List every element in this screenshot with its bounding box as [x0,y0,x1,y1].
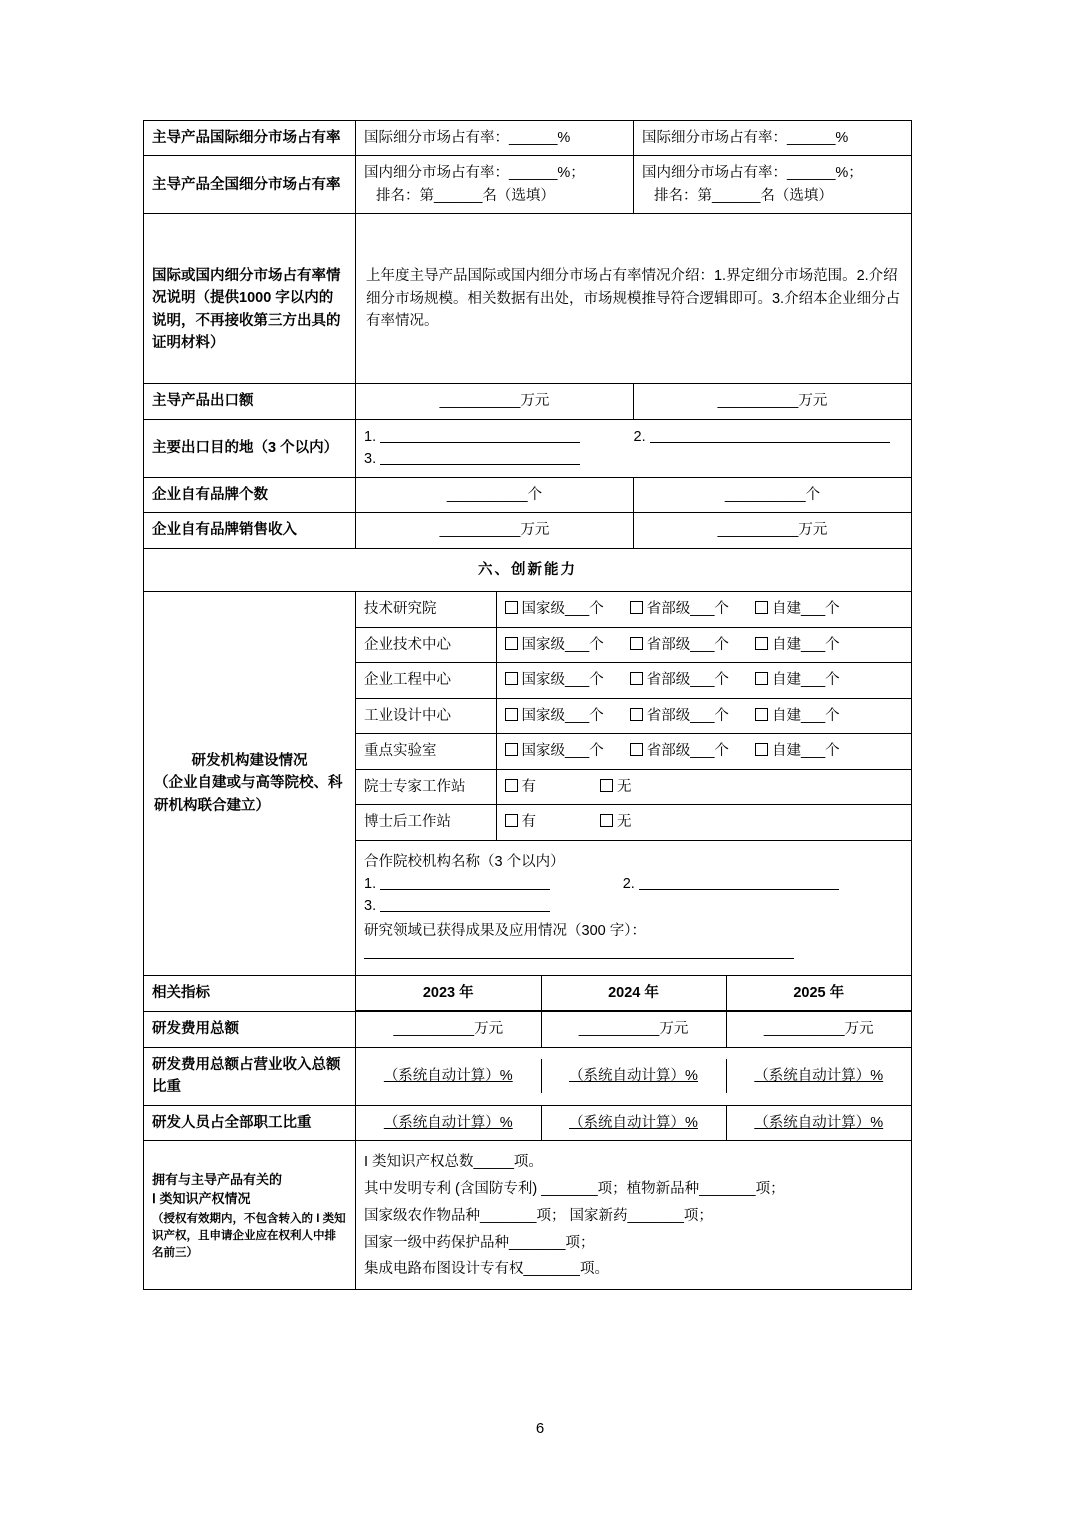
ip-line-0: I 类知识产权总数_____项。 [364,1154,543,1171]
coop-item-1 [364,873,623,895]
row-label-ip-status [144,1141,356,1290]
ip-label-note: （授权有效期内，不包含转入的 I 类知识产权，且申请企业应在权利人中排名前三） [152,1212,346,1260]
ip-details-text[interactable] [356,1141,912,1290]
checkbox-icon[interactable] [755,743,768,756]
coop-item-2 [623,873,903,895]
values-row [356,1012,911,1046]
checkbox-label: 省部级___个 [646,601,729,618]
checkbox-icon[interactable] [505,672,518,685]
rd-org-item-options-4 [496,734,911,769]
year-header-2025: 2025 年 [726,976,911,1011]
checkbox-label: 省部级___个 [646,707,729,724]
achievement-blank-line[interactable] [364,942,903,964]
checkbox-no-6[interactable] [600,814,632,830]
checkbox-national-3[interactable] [505,708,604,724]
values-row [356,1106,911,1140]
checkbox-icon[interactable] [755,637,768,650]
checkbox-label: 有 [521,778,536,795]
checkbox-label: 无 [617,814,632,831]
ip-label-line2: Ⅰ 类知识产权情况 [152,1191,251,1207]
indicators-year-header-table [356,976,911,1011]
coop-blank-2[interactable] [639,874,839,890]
rd-org-item-options-3 [496,698,911,733]
checkbox-national-2[interactable] [505,672,604,688]
checkbox-icon[interactable] [505,779,518,792]
table-row [144,975,912,1011]
checkbox-provincial-0[interactable] [630,601,729,617]
row-label-rd-organization [144,592,356,976]
destination-item-3-num: 3. [364,451,377,468]
page-number: 6 [535,1420,545,1437]
rd-expense-ratio-table [356,1059,911,1093]
rd-org-item-options-5 [496,769,911,804]
checkbox-yes-5[interactable] [505,779,537,795]
checkbox-icon[interactable] [600,814,613,827]
destination-blank-3[interactable] [380,450,580,466]
checkbox-label: 自建___个 [771,636,840,653]
ip-label-line1: 拥有与主导产品有关的 [152,1171,283,1187]
checkbox-label: 省部级___个 [646,672,729,689]
rd-org-row [356,769,911,804]
checkbox-selfbuilt-4[interactable] [755,743,840,759]
ip-line-3: 国家一级中药保护品种_______项； [364,1234,595,1251]
rd-org-item-name-1: 企业技术中心 [356,627,496,662]
destination-item-2-num: 2. [633,428,646,445]
checkbox-selfbuilt-2[interactable] [755,672,840,688]
destination-blank-1[interactable] [380,427,580,443]
row-label-export-destination [144,419,356,477]
rd-expense-total-table [356,1012,911,1046]
domestic-share-col1-line1: 国内细分市场占有率：______%； [364,165,585,182]
domestic-share-value-col1[interactable] [356,156,634,214]
rd-org-item-options-2 [496,663,911,698]
table-row [144,548,912,591]
rd-org-item-name-5: 院士专家工作站 [356,769,496,804]
checkbox-selfbuilt-0[interactable] [755,601,840,617]
rd-org-row [356,663,911,698]
rd-staff-2025[interactable]: （系统自动计算）% [726,1106,911,1140]
rd-ratio-2025[interactable]: （系统自动计算）% [726,1059,911,1093]
brand-count-col1[interactable]: __________个 [356,477,634,512]
table-row [144,592,912,976]
checkbox-label: 国家级___个 [521,707,604,724]
row-label-domestic-share: 主导产品全国细分市场占有率 [144,156,356,214]
indicators-year-header [356,975,912,1011]
table-row [144,1012,912,1047]
destination-item-2 [634,426,904,448]
table-row [144,1047,912,1105]
rd-org-row [356,805,911,840]
row-label-export-amount: 主导产品出口额 [144,384,356,419]
ip-line-4: 集成电路布图设计专有权_______项。 [364,1261,609,1278]
rd-org-coop-row [356,840,911,975]
checkbox-icon[interactable] [630,672,643,685]
table-row [144,156,912,214]
coop-item-3-num: 3. [364,898,377,915]
export-amount-col2[interactable]: __________万元 [634,384,912,419]
checkbox-selfbuilt-1[interactable] [755,637,840,653]
checkbox-icon[interactable] [505,637,518,650]
intl-share-value-col2[interactable]: 国际细分市场占有率：______% [634,121,912,156]
export-destination-values[interactable] [356,419,912,477]
rd-org-row [356,734,911,769]
table-row [144,477,912,512]
checkbox-label: 国家级___个 [521,636,604,653]
rd-staff-ratio-table [356,1106,911,1140]
brand-income-col1[interactable]: __________万元 [356,513,634,548]
rd-org-label-line1: 研发机构建设情况 [191,752,308,769]
destination-item-1 [364,426,634,448]
checkbox-label: 自建___个 [771,707,840,724]
checkbox-label: 国家级___个 [521,672,604,689]
section-heading-innovation: 六、创新能力 [144,548,912,591]
intl-share-value-col1[interactable]: 国际细分市场占有率：______% [356,121,634,156]
domestic-share-col2-line1: 国内细分市场占有率：______%； [642,165,863,182]
checkbox-national-1[interactable] [505,637,604,653]
checkbox-yes-6[interactable] [505,814,537,830]
checkbox-label: 无 [617,778,632,795]
checkbox-provincial-2[interactable] [630,672,729,688]
checkbox-icon[interactable] [630,708,643,721]
domestic-share-value-col2[interactable] [634,156,912,214]
rd-org-item-options-6 [496,805,911,840]
checkbox-icon[interactable] [630,743,643,756]
table-row [144,214,912,384]
checkbox-icon[interactable] [755,601,768,614]
checkbox-icon[interactable] [505,743,518,756]
checkbox-label: 国家级___个 [521,601,604,618]
ip-line-1: 其中发明专利 (含国防专利) _______项；植物新品种_______项； [364,1181,785,1197]
coop-blank-3[interactable] [380,897,550,913]
brand-income-col2[interactable]: __________万元 [634,513,912,548]
destination-item-1-num: 1. [364,428,377,445]
rd-staff-ratio-values [356,1105,912,1140]
checkbox-label: 自建___个 [771,672,840,689]
rd-org-item-options-0 [496,592,911,627]
checkbox-icon[interactable] [505,814,518,827]
coop-item-2-num: 2. [622,875,635,892]
table-row [144,1105,912,1140]
table-row [144,384,912,419]
export-amount-col1[interactable]: __________万元 [356,384,634,419]
row-label-intl-share: 主导产品国际细分市场占有率 [144,121,356,156]
coop-blank-1[interactable] [380,874,550,890]
rd-org-item-name-2: 企业工程中心 [356,663,496,698]
checkbox-national-4[interactable] [505,743,604,759]
rd-expense-total-values [356,1012,912,1047]
checkbox-no-5[interactable] [600,779,632,795]
rd-organization-block [356,592,912,976]
checkbox-provincial-3[interactable] [630,708,729,724]
indicators-year-row [356,976,911,1011]
rd-org-inner-table [356,592,911,975]
rd-expense-2023[interactable]: __________万元 [356,1012,541,1046]
rd-staff-2024[interactable]: （系统自动计算）% [541,1106,726,1140]
rd-org-item-name-6: 博士后工作站 [356,805,496,840]
rd-ratio-2024[interactable]: （系统自动计算）% [541,1059,726,1093]
rd-org-row [356,698,911,733]
rd-org-item-name-4: 重点实验室 [356,734,496,769]
rd-org-item-name-0: 技术研究院 [356,592,496,627]
rd-org-row [356,592,911,627]
row-label-rd-expense-total: 研发费用总额 [144,1012,356,1047]
values-row [356,1059,911,1093]
year-header-2024: 2024 年 [541,976,726,1011]
checkbox-provincial-1[interactable] [630,637,729,653]
checkbox-icon[interactable] [505,708,518,721]
table-row [144,121,912,156]
table-row [144,513,912,548]
row-label-rd-staff-ratio: 研发人员占全部职工比重 [144,1105,356,1140]
destination-item-3 [364,448,903,470]
year-header-2023: 2023 年 [356,976,541,1011]
destination-blank-2[interactable] [650,427,890,443]
rd-ratio-2023[interactable]: （系统自动计算）% [356,1059,541,1093]
checkbox-provincial-4[interactable] [630,743,729,759]
rd-expense-2025[interactable]: __________万元 [726,1012,911,1046]
rd-staff-2023[interactable]: （系统自动计算）% [356,1106,541,1140]
checkbox-icon[interactable] [600,779,613,792]
application-form-table [143,120,912,1290]
checkbox-icon[interactable] [630,637,643,650]
row-label-indicators: 相关指标 [144,975,356,1011]
domestic-share-col1-line2: 排名：第______名（选填） [376,187,555,204]
rd-org-item-options-1 [496,627,911,662]
row-label-brand-count: 企业自有品牌个数 [144,477,356,512]
checkbox-icon[interactable] [755,672,768,685]
checkbox-selfbuilt-3[interactable] [755,708,840,724]
checkbox-label: 国家级___个 [521,743,604,760]
rd-org-row [356,627,911,662]
rd-org-item-name-3: 工业设计中心 [356,698,496,733]
checkbox-icon[interactable] [505,601,518,614]
export-destination-label-line1: 主要出口目的地（3 个以内） [152,440,339,457]
checkbox-icon[interactable] [755,708,768,721]
rd-org-label-line2: （企业自建或与高等院校、科研机构联合建立） [154,775,343,814]
achievement-label: 研究领域已获得成果及应用情况（300 字）： [364,922,646,939]
checkbox-label: 省部级___个 [646,743,729,760]
cooperation-institutions-block[interactable] [356,840,911,975]
table-row [144,1141,912,1290]
row-label-rd-expense-ratio: 研发费用总额占营业收入总额比重 [144,1047,356,1105]
share-explanation-text[interactable]: 上年度主导产品国际或国内细分市场占有率情况介绍：1.界定细分市场范围。2.介绍细分市场规模。相关数据有出处，市场规模推导符合逻辑即可。3.介绍本企业细分占有率情况。 [356,214,912,384]
checkbox-label: 有 [521,814,536,831]
row-label-brand-income: 企业自有品牌销售收入 [144,513,356,548]
checkbox-icon[interactable] [630,601,643,614]
coop-item-1-num: 1. [364,875,377,892]
row-label-share-explanation: 国际或国内细分市场占有率情况说明（提供1000 字以内的说明，不再接收第三方出具的证明材料） [144,214,356,384]
ip-line-2: 国家级农作物品种_______项； 国家新药_______项； [364,1207,713,1224]
domestic-share-col2-line2: 排名：第______名（选填） [654,187,833,204]
coop-item-3 [364,895,903,917]
checkbox-label: 自建___个 [771,601,840,618]
brand-count-col2[interactable]: __________个 [634,477,912,512]
rd-expense-2024[interactable]: __________万元 [541,1012,726,1046]
checkbox-label: 省部级___个 [646,636,729,653]
cooperation-title: 合作院校机构名称（3 个以内） [364,853,565,870]
checkbox-national-0[interactable] [505,601,604,617]
table-row [144,419,912,477]
rd-expense-ratio-values [356,1047,912,1105]
checkbox-label: 自建___个 [771,743,840,760]
